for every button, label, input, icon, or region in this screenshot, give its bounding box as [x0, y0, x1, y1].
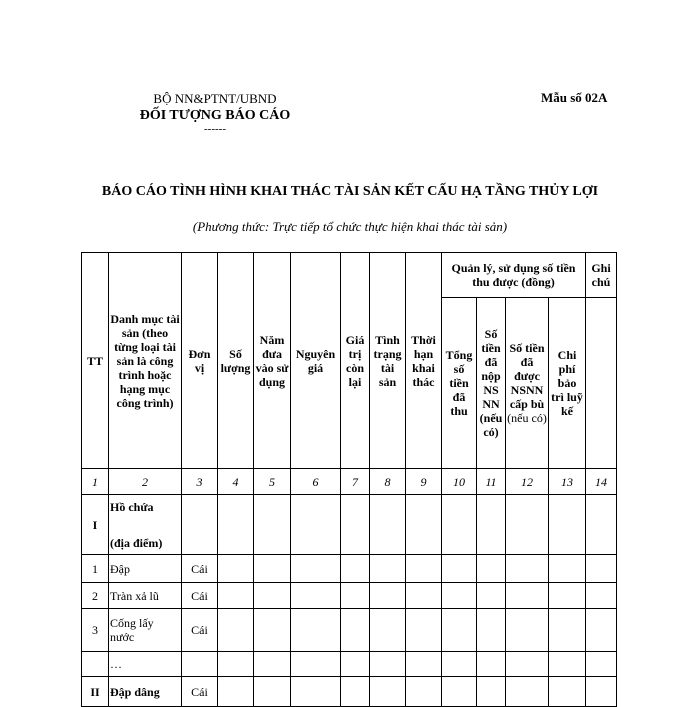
col-header-maintenance-cost: Chi phí bảo trì luỹ kế — [549, 298, 586, 469]
col-header-tt: TT — [82, 253, 109, 469]
col-header-asset-list: Danh mục tài sản (theo từng loại tài sản là công trình hoặc hạng mục công trình) — [109, 253, 182, 469]
row-asset-name: Đập dâng — [109, 677, 182, 707]
index-cell: 13 — [549, 469, 586, 495]
report-table — [81, 252, 617, 707]
row-tt: II — [82, 677, 109, 707]
col-header-asset-status: Tình trạng tài sản — [370, 253, 406, 469]
row-tt: 2 — [82, 583, 109, 609]
row-asset-name — [109, 495, 182, 555]
row-asset-name: Đập — [109, 555, 182, 583]
col-header-quantity: Số lượng — [218, 253, 254, 469]
document-title: BÁO CÁO TÌNH HÌNH KHAI THÁC TÀI SẢN KẾT CẤU HẠ TẦNG THỦY LỢI — [101, 184, 599, 199]
table-row-group-reservoir — [82, 495, 617, 555]
row-tt — [82, 652, 109, 677]
index-cell: 3 — [182, 469, 218, 495]
group-name: Hồ chứa — [110, 499, 154, 514]
row-unit: Cái — [182, 609, 218, 652]
col-group-revenue-management: Quản lý, sử dụng số tiền thu được (đồng) — [442, 253, 586, 298]
budget-compensation-qualifier: (nếu có) — [507, 411, 547, 425]
index-cell: 2 — [109, 469, 182, 495]
col-header-remaining-value: Giá trị còn lại — [341, 253, 370, 469]
row-unit: Cái — [182, 583, 218, 609]
report-header-left — [120, 90, 310, 134]
header-rule: ------ — [204, 123, 226, 135]
col-header-budget-compensation — [506, 298, 549, 469]
col-header-total-collected: Tổng số tiền đã thu — [442, 298, 477, 469]
row-asset-name: Tràn xả lũ — [109, 583, 182, 609]
paid-to-budget-qualifier: (nếu có) — [479, 411, 503, 439]
row-asset-name: Cống lấy nước — [109, 609, 182, 652]
table-row — [82, 583, 617, 609]
index-cell: 11 — [477, 469, 506, 495]
index-cell: 5 — [254, 469, 291, 495]
agency-name: BỘ NN&PTNT/UBND — [153, 91, 277, 106]
row-tt: 3 — [82, 609, 109, 652]
row-tt: 1 — [82, 555, 109, 583]
row-tt: I — [82, 495, 109, 555]
index-cell: 14 — [586, 469, 617, 495]
index-cell: 9 — [406, 469, 442, 495]
index-cell: 4 — [218, 469, 254, 495]
table-row — [82, 609, 617, 652]
index-cell: 10 — [442, 469, 477, 495]
note-subheader-cell — [586, 298, 617, 469]
col-header-exploitation-period: Thời hạn khai thác — [406, 253, 442, 469]
index-cell: 6 — [291, 469, 341, 495]
table-row — [82, 555, 617, 583]
col-header-unit: Đơn vị — [182, 253, 218, 469]
col-header-note: Ghi chú — [586, 253, 617, 298]
table-row — [82, 652, 617, 677]
method-subtitle: (Phương thức: Trực tiếp tổ chức thực hiện khai thác tài sản) — [192, 219, 508, 234]
row-asset-name: … — [109, 652, 182, 677]
group-location: (địa điểm) — [110, 535, 163, 550]
row-unit — [182, 652, 218, 677]
table-row-group-weir — [82, 677, 617, 707]
row-unit: Cái — [182, 555, 218, 583]
row-unit: Cái — [182, 677, 218, 707]
index-cell: 7 — [341, 469, 370, 495]
index-cell: 12 — [506, 469, 549, 495]
column-index-row — [82, 469, 617, 495]
col-header-year-in-use: Năm đưa vào sử dụng — [254, 253, 291, 469]
col-header-original-cost: Nguyên giá — [291, 253, 341, 469]
reporting-subject: ĐỐI TƯỢNG BÁO CÁO — [139, 108, 291, 123]
paid-to-budget-label: Số tiền đã nộp NS NN — [481, 327, 501, 411]
index-cell: 1 — [82, 469, 109, 495]
budget-compensation-label: Số tiền đã được NSNN cấp bù — [509, 341, 545, 411]
col-header-paid-to-budget — [477, 298, 506, 469]
index-cell: 8 — [370, 469, 406, 495]
form-number: Mẫu số 02A — [541, 90, 608, 105]
